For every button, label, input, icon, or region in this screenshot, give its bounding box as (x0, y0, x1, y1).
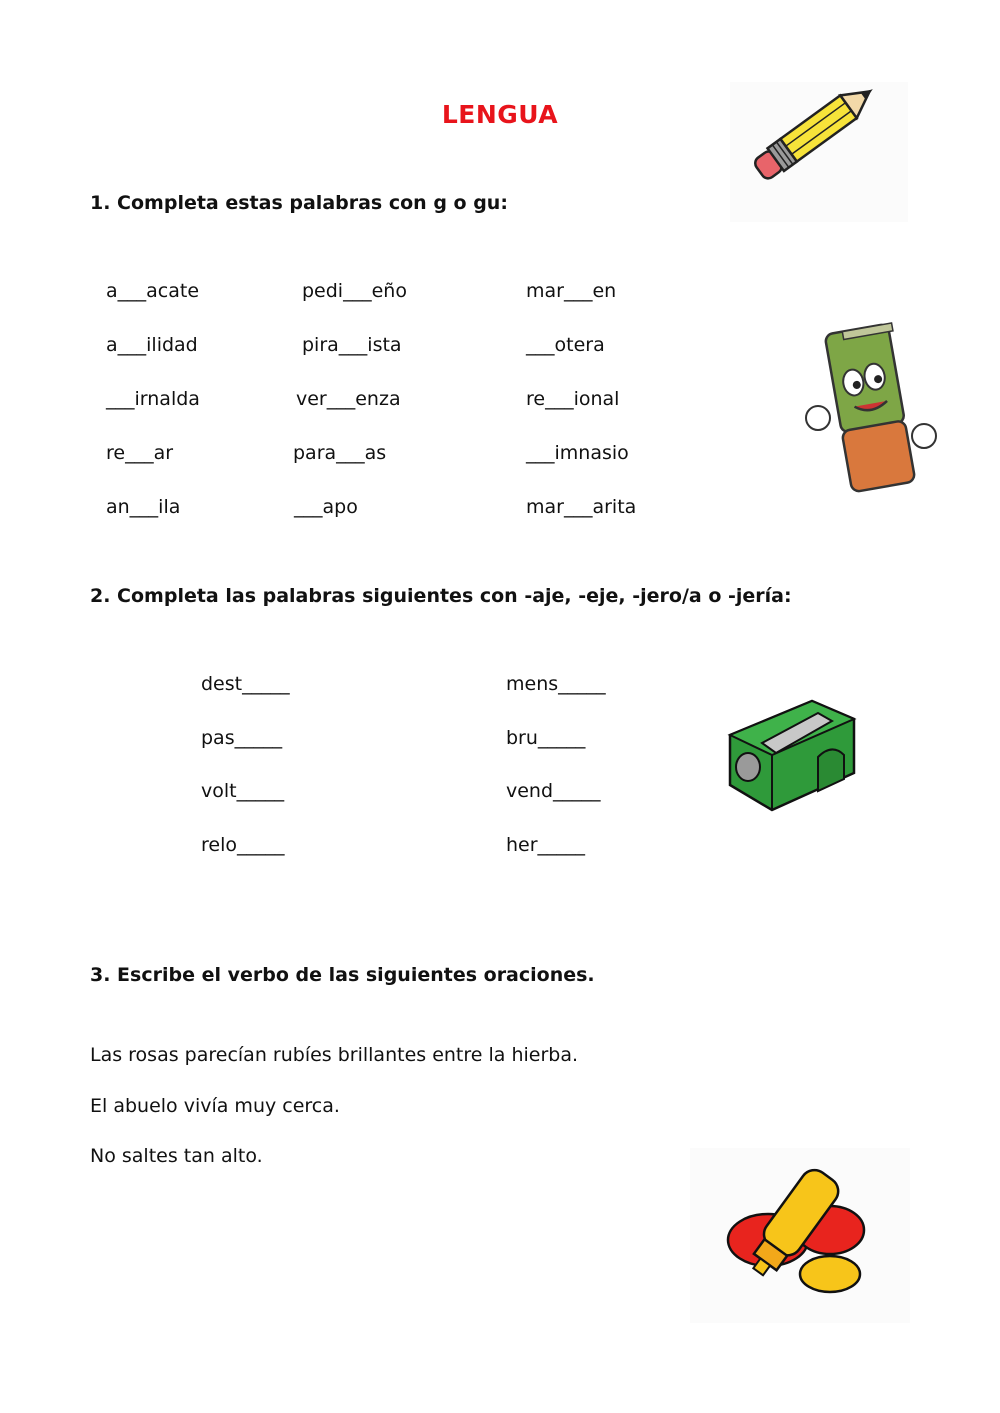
word-item: ___irnalda (106, 388, 200, 410)
word-item: ___otera (526, 334, 605, 356)
word-item: para___as (293, 442, 387, 464)
page-title: LENGUA (441, 100, 559, 129)
word-item: ___apo (294, 496, 358, 518)
word-item: an___ila (106, 496, 181, 518)
word-item: a___ilidad (106, 334, 198, 356)
word-item: a___acate (106, 280, 200, 302)
sharpener-icon (722, 695, 862, 820)
sentence-item: El abuelo vivía muy cerca. (90, 1095, 340, 1117)
word-item: re___ar (106, 442, 174, 464)
pencil-icon (730, 82, 908, 222)
word-item: vend_____ (506, 780, 601, 802)
eraser-icon (800, 318, 940, 498)
word-item: pas_____ (201, 727, 283, 749)
sentence-item: No saltes tan alto. (90, 1145, 263, 1167)
word-item: bru_____ (506, 727, 586, 749)
word-item: re___ional (526, 388, 620, 410)
word-item: relo_____ (201, 834, 285, 856)
word-item: her_____ (506, 834, 586, 856)
word-item: volt_____ (201, 780, 285, 802)
word-item: mar___arita (526, 496, 637, 518)
word-item: dest_____ (201, 673, 290, 695)
word-item: ver___enza (296, 388, 401, 410)
section-1-heading: 1. Completa estas palabras con g o gu: (90, 192, 508, 214)
section-3-heading: 3. Escribe el verbo de las siguientes oraciones. (90, 964, 595, 986)
crayons-icon (690, 1148, 910, 1323)
word-item: mens_____ (506, 673, 606, 695)
word-item: pedi___eño (302, 280, 407, 302)
word-item: ___imnasio (526, 442, 629, 464)
section-2-heading: 2. Completa las palabras siguientes con -aje, -eje, -jero/a o -jería: (90, 585, 792, 607)
word-item: mar___en (526, 280, 617, 302)
word-item: pira___ista (302, 334, 402, 356)
sentence-item: Las rosas parecían rubíes brillantes entre la hierba. (90, 1044, 579, 1066)
